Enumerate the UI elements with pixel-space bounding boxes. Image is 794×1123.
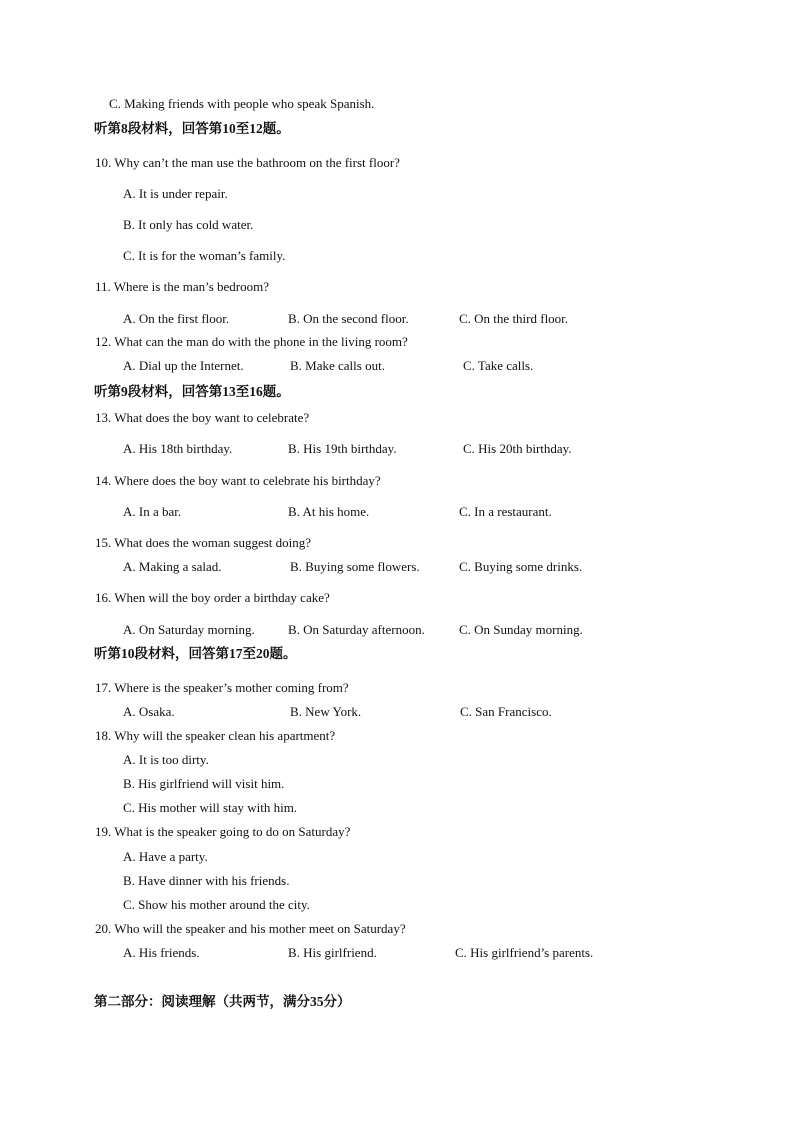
q13-option-c: C. His 20th birthday. [463,441,572,456]
q13-option-a: A. His 18th birthday. [123,441,233,456]
q12-option-c: C. Take calls. [463,358,534,373]
q14-option-b: B. At his home. [288,504,370,519]
q20-stem: 20. Who will the speaker and his mother meet on Saturday? [95,921,406,936]
q17-option-c: C. San Francisco. [460,704,552,719]
q20-option-b: B. His girlfriend. [288,945,377,960]
q16-option-a: A. On Saturday morning. [123,622,255,637]
q17-stem: 17. Where is the speaker’s mother coming from? [95,680,349,695]
q15-stem: 15. What does the woman suggest doing? [95,535,312,550]
q12-option-a: A. Dial up the Internet. [123,358,244,373]
carry-over-option: C. Making friends with people who speak Spanish. [109,96,375,111]
q14-stem: 14. Where does the boy want to celebrate his birthday? [95,473,381,488]
part-2-header: 第二部分：阅读理解（共两节，满分35分） [94,994,351,1009]
q16-option-c: C. On Sunday morning. [459,622,583,637]
q10-option-c: C. It is for the woman’s family. [123,248,286,263]
q15-option-a: A. Making a salad. [123,559,222,574]
q12-stem: 12. What can the man do with the phone in the living room? [95,334,408,349]
section-9-header: 听第9段材料，回答第13至16题。 [94,384,290,399]
q19-option-a: A. Have a party. [123,849,208,864]
section-8-header: 听第8段材料，回答第10至12题。 [94,121,290,136]
q12-option-b: B. Make calls out. [290,358,385,373]
q14-option-a: A. In a bar. [123,504,182,519]
q18-option-b: B. His girlfriend will visit him. [123,776,285,791]
q14-option-c: C. In a restaurant. [459,504,552,519]
q11-option-b: B. On the second floor. [288,311,409,326]
q16-option-b: B. On Saturday afternoon. [288,622,425,637]
q13-option-b: B. His 19th birthday. [288,441,397,456]
q11-option-a: A. On the first floor. [123,311,230,326]
q17-option-a: A. Osaka. [123,704,175,719]
section-10-header: 听第10段材料，回答第17至20题。 [94,646,297,661]
q11-option-c: C. On the third floor. [459,311,569,326]
q19-option-c: C. Show his mother around the city. [123,897,310,912]
q11-stem: 11. Where is the man’s bedroom? [95,279,270,294]
q13-stem: 13. What does the boy want to celebrate? [95,410,310,425]
q19-stem: 19. What is the speaker going to do on Saturday? [95,824,351,839]
q17-option-b: B. New York. [290,704,362,719]
q15-option-b: B. Buying some flowers. [290,559,420,574]
q19-option-b: B. Have dinner with his friends. [123,873,290,888]
q20-option-a: A. His friends. [123,945,200,960]
q20-option-c: C. His girlfriend’s parents. [455,945,594,960]
q10-stem: 10. Why can’t the man use the bathroom on the first floor? [95,155,400,170]
q15-option-c: C. Buying some drinks. [459,559,583,574]
q10-option-b: B. It only has cold water. [123,217,254,232]
q18-option-c: C. His mother will stay with him. [123,800,298,815]
q10-option-a: A. It is under repair. [123,186,228,201]
q18-option-a: A. It is too dirty. [123,752,209,767]
q16-stem: 16. When will the boy order a birthday cake? [95,590,330,605]
q18-stem: 18. Why will the speaker clean his apartment? [95,728,336,743]
